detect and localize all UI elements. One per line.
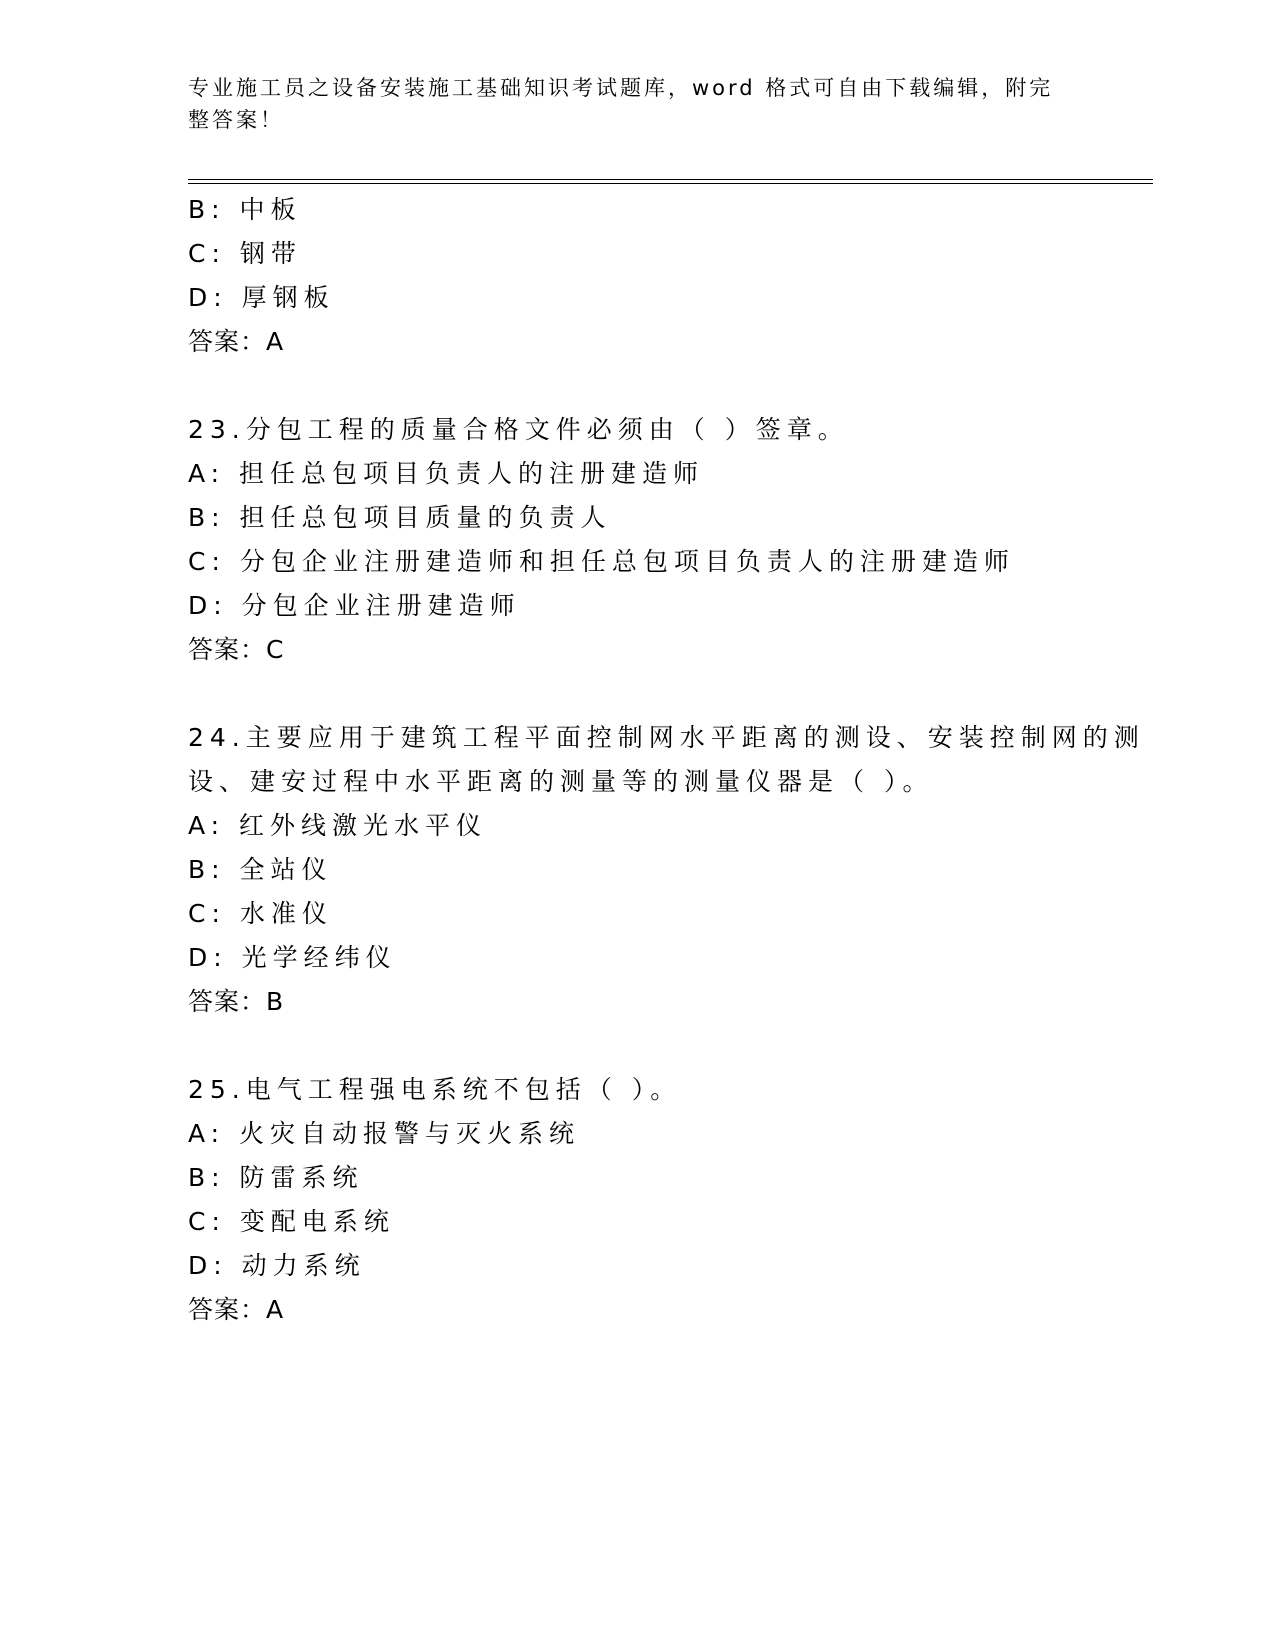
q25-option-a: A: 火灾自动报警与灭火系统 [188,1119,581,1148]
header-title-line-2: 整答案！ [188,108,284,132]
q24-answer: 答案：B [188,987,285,1016]
q23-option-d: D: 分包企业注册建造师 [188,591,521,620]
q22-answer: 答案：A [188,327,285,356]
q22-option-c: C: 钢带 [188,239,302,268]
q23-answer: 答案：C [188,635,285,664]
header-divider-bottom [188,183,1153,184]
q25-answer: 答案：A [188,1295,285,1324]
q25-option-c: C: 变配电系统 [188,1207,395,1236]
q23-stem: 23.分包工程的质量合格文件必须由（ ）签章。 [188,415,849,444]
q25-stem: 25.电气工程强电系统不包括（ ）。 [188,1075,682,1104]
q22-option-b: B: 中板 [188,195,302,224]
q24-option-d: D: 光学经纬仪 [188,943,397,972]
q22-option-d: D: 厚钢板 [188,283,335,312]
q24-option-b: B: 全站仪 [188,855,333,884]
header-divider-top [188,179,1153,180]
q25-option-b: B: 防雷系统 [188,1163,364,1192]
q23-option-b: B: 担任总包项目质量的负责人 [188,503,612,532]
q24-stem-line-1: 24.主要应用于建筑工程平面控制网水平距离的测设、安装控制网的测 [188,723,1145,752]
q24-option-c: C: 水准仪 [188,899,333,928]
q24-option-a: A: 红外线激光水平仪 [188,811,488,840]
q24-stem-line-2: 设、建安过程中水平距离的测量等的测量仪器是（ ）。 [188,767,934,796]
q25-option-d: D: 动力系统 [188,1251,366,1280]
document-header [188,72,1068,136]
q23-option-a: A: 担任总包项目负责人的注册建造师 [188,459,705,488]
q23-option-c: C: 分包企业注册建造师和担任总包项目负责人的注册建造师 [188,547,1015,576]
header-title-line-1: 专业施工员之设备安装施工基础知识考试题库，word 格式可自由下载编辑，附完 [188,76,1054,100]
